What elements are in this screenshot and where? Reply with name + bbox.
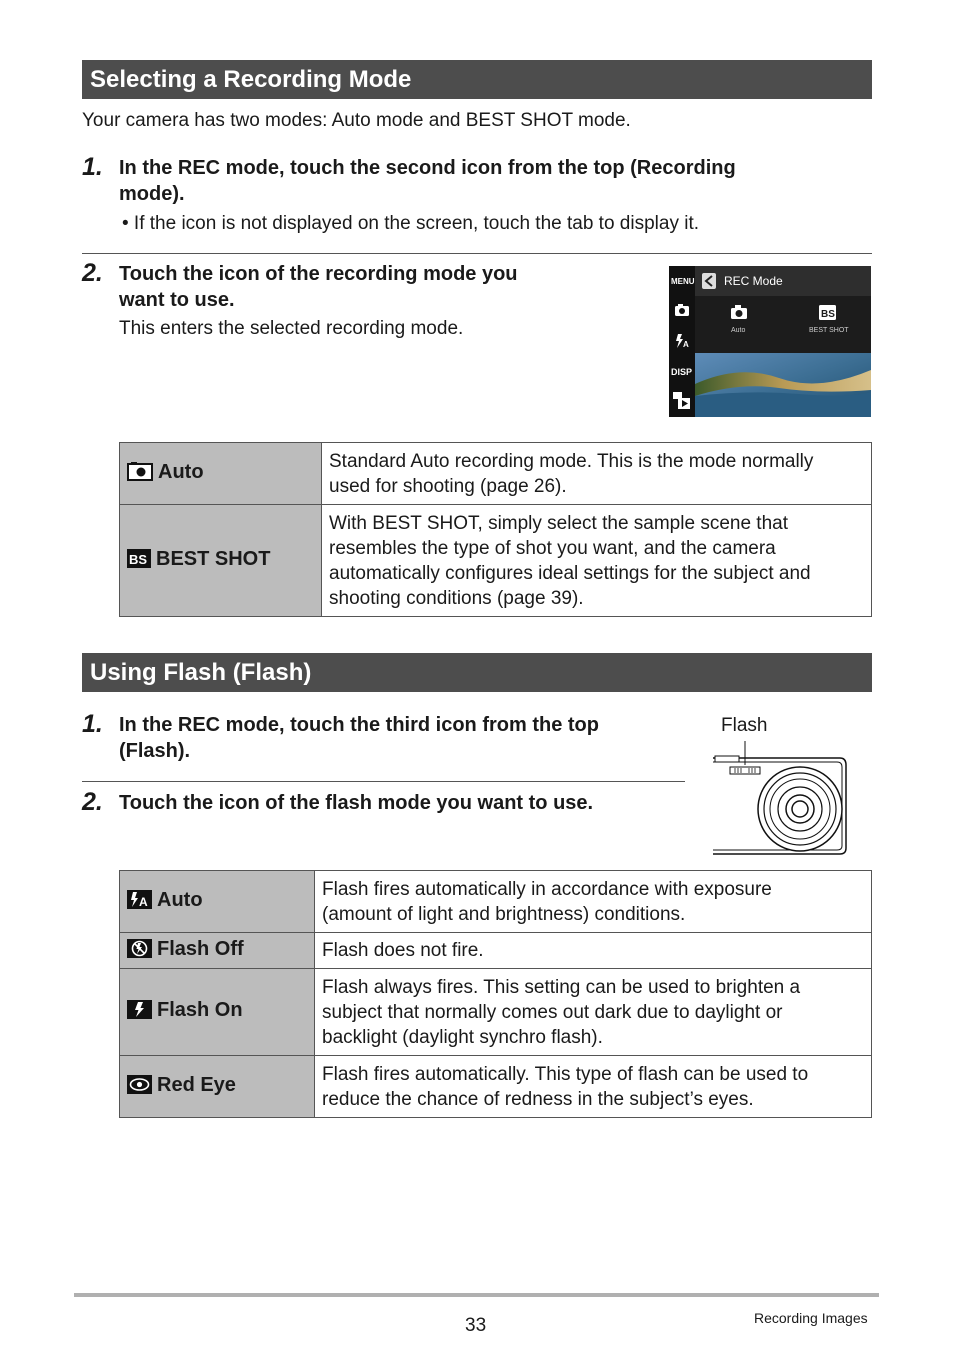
step-instruction: Touch the icon of the flash mode you want to use.	[119, 792, 594, 814]
step-instruction: Touch the icon of the recording mode you want to use.	[119, 263, 518, 311]
table-row	[120, 933, 872, 969]
mode-name-cell: Red Eye	[120, 1056, 315, 1118]
bestshot-icon	[127, 549, 151, 575]
table-row	[120, 1056, 872, 1118]
flash-auto-icon	[127, 890, 152, 916]
screen-title: REC Mode	[724, 274, 783, 288]
flash-callout-label: Flash	[721, 715, 768, 736]
disp-button[interactable]: DISP	[671, 367, 693, 377]
step-instruction: In the REC mode, touch the second icon from the top (Recording mode).	[119, 157, 736, 205]
step-number: 1.	[82, 153, 103, 181]
mode-name-cell: BS BEST SHOT	[120, 505, 322, 617]
mode-description-cell: Flash always fires. This setting can be used to brighten a subject that normally comes out dark due to daylight or backlight (daylight synchro flash).	[315, 969, 872, 1056]
footer-section-name: Recording Images	[754, 1310, 868, 1326]
table-row	[120, 871, 872, 933]
auto-mode-label: Auto	[731, 327, 746, 334]
camera-icon	[127, 462, 153, 488]
mode-name-cell: Flash On	[120, 969, 315, 1056]
step-number: 2.	[82, 259, 103, 287]
flash-on-icon	[127, 1000, 152, 1026]
table-row	[120, 969, 872, 1056]
mode-name-cell: Auto	[120, 443, 322, 505]
step-divider	[82, 253, 872, 254]
rec-mode-screen-graphic	[669, 266, 871, 417]
mode-description-cell: Flash does not fire.	[315, 933, 872, 969]
table-row	[120, 443, 872, 505]
bullet-note: • If the icon is not displayed on the screen, touch the tab to display it.	[122, 213, 699, 234]
recording-modes-table	[119, 442, 872, 617]
svg-text:A: A	[683, 340, 689, 349]
mode-description-cell: Flash fires automatically in accordance with exposure (amount of light and brightness) conditions.	[315, 871, 872, 933]
flash-off-icon	[127, 939, 152, 965]
intro-text: Your camera has two modes: Auto mode and BEST SHOT mode.	[82, 110, 631, 131]
mode-name-cell: A Auto	[120, 871, 315, 933]
footer-divider	[74, 1293, 879, 1297]
flash-modes-table	[119, 870, 872, 1118]
step-divider	[82, 781, 685, 782]
mode-description-cell: Standard Auto recording mode. This is the mode normally used for shooting (page 26).	[322, 443, 872, 505]
section-title-flash: Using Flash (Flash)	[82, 653, 872, 692]
table-row	[120, 505, 872, 617]
back-button[interactable]	[702, 273, 716, 289]
svg-text:BS: BS	[129, 551, 148, 567]
rec-mode-screen-illustration	[669, 266, 871, 417]
step-note: This enters the selected recording mode.	[119, 318, 464, 339]
mode-description-cell: With BEST SHOT, simply select the sample scene that resembles the type of shot you want, and the camera automatically configures ideal settings for the subject and shooting conditions (page 39).	[322, 505, 872, 617]
bestshot-mode-icon[interactable]	[819, 305, 836, 320]
section-title-recording-mode: Selecting a Recording Mode	[82, 60, 872, 99]
svg-text:BS: BS	[821, 309, 835, 320]
mode-name-cell: Flash Off	[120, 933, 315, 969]
svg-text:A: A	[139, 894, 148, 909]
step-instruction: In the REC mode, touch the third icon from the top (Flash).	[119, 714, 599, 762]
step-number: 2.	[82, 788, 103, 816]
bestshot-mode-label: BEST SHOT	[809, 327, 849, 334]
red-eye-icon	[127, 1075, 152, 1101]
page-number: 33	[465, 1315, 487, 1336]
camera-illustration	[705, 738, 855, 860]
menu-label: MENU	[671, 277, 695, 286]
mode-description-cell: Flash fires automatically. This type of flash can be used to reduce the chance of redness in the subject’s eyes.	[315, 1056, 872, 1118]
step-number: 1.	[82, 710, 103, 738]
